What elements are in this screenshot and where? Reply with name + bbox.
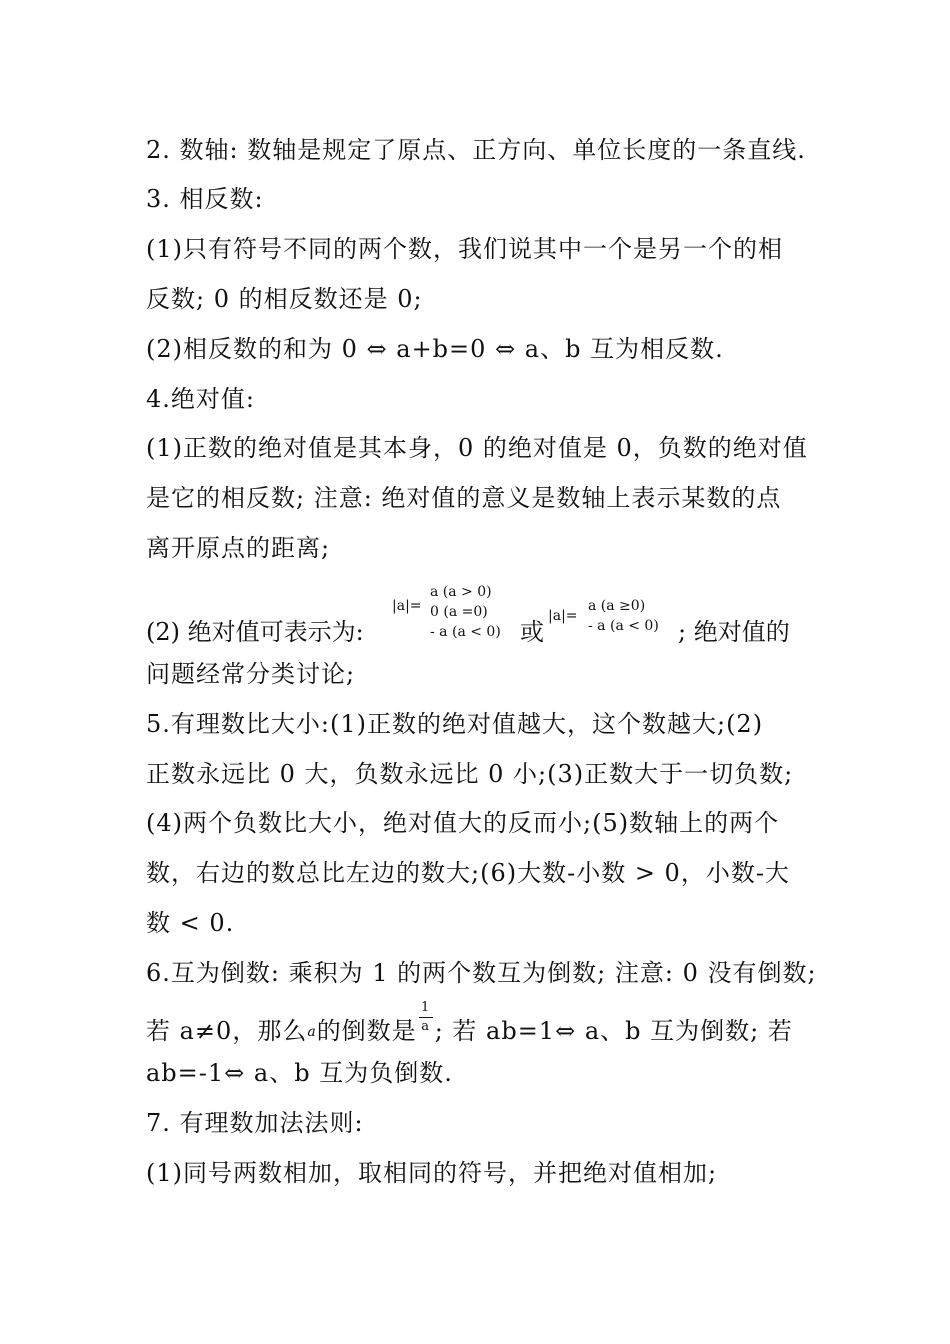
text-line: ab=-1⇔ a、b 互为负倒数. bbox=[146, 1059, 453, 1087]
fraction-numerator: 1 bbox=[421, 1000, 431, 1015]
text-line: 问题经常分类讨论; bbox=[146, 660, 356, 688]
formula-case: a (a > 0) bbox=[430, 584, 492, 600]
text-line: 是它的相反数; 注意: 绝对值的意义是数轴上表示某数的点 bbox=[146, 484, 782, 512]
formula-label: (2) 绝对值可表示为: bbox=[146, 618, 364, 646]
text-line: 正数永远比 0 大，负数永远比 0 小;(3)正数大于一切负数; bbox=[146, 760, 794, 788]
text-line: 反数; 0 的相反数还是 0; bbox=[146, 285, 423, 313]
formula-lhs: |a|= bbox=[548, 608, 578, 624]
text-line: 数，右边的数总比左边的数大;(6)大数-小数 > 0，小数-大 bbox=[146, 859, 790, 887]
or-text: 或 bbox=[520, 618, 544, 646]
text-line: (2)相反数的和为 0 ⇔ a+b=0 ⇔ a、b 互为相反数. bbox=[146, 335, 724, 363]
formula-case: - a (a < 0) bbox=[588, 618, 659, 634]
fraction-denominator: a bbox=[421, 1019, 431, 1034]
variable-a: a bbox=[307, 1024, 317, 1040]
text-line: 2. 数轴: 数轴是规定了原点、正方向、单位长度的一条直线. bbox=[146, 136, 806, 164]
text-segment: 的倒数是 bbox=[316, 1017, 417, 1045]
text-line: 数 < 0. bbox=[146, 909, 235, 937]
section-heading: 6.互为倒数: 乘积为 1 的两个数互为倒数; 注意: 0 没有倒数; bbox=[146, 959, 817, 987]
fraction-1-over-a bbox=[417, 1000, 435, 1039]
formula-case: a (a ≥0) bbox=[588, 598, 646, 614]
section-heading: 3. 相反数: bbox=[146, 185, 264, 213]
text-line: (4)两个负数比大小，绝对值大的反而小;(5)数轴上的两个 bbox=[146, 809, 780, 837]
text-line: (1)正数的绝对值是其本身，0 的绝对值是 0，负数的绝对值 bbox=[146, 434, 808, 462]
text-segment: ; 若 ab=1⇔ a、b 互为倒数; 若 bbox=[434, 1017, 793, 1045]
section-heading: 4.绝对值: bbox=[146, 385, 255, 413]
text-line: ; 绝对值的 bbox=[678, 618, 790, 646]
formula-case: 0 (a =0) bbox=[430, 604, 488, 620]
absolute-value-formula-row bbox=[146, 572, 826, 652]
text-segment: 若 a≠0，那么 bbox=[146, 1017, 308, 1045]
text-line: 离开原点的距离; bbox=[146, 534, 331, 562]
section-heading: 7. 有理数加法法则: bbox=[146, 1109, 364, 1137]
text-line: (1)同号两数相加，取相同的符号，并把绝对值相加; bbox=[146, 1159, 718, 1187]
reciprocal-line bbox=[146, 1000, 816, 1048]
formula-case: - a (a < 0) bbox=[430, 624, 501, 640]
section-heading: 5.有理数比大小:(1)正数的绝对值越大，这个数越大;(2) bbox=[146, 710, 764, 738]
text-line: (1)只有符号不同的两个数，我们说其中一个是另一个的相 bbox=[146, 235, 783, 263]
formula-lhs: |a|= bbox=[392, 598, 422, 614]
